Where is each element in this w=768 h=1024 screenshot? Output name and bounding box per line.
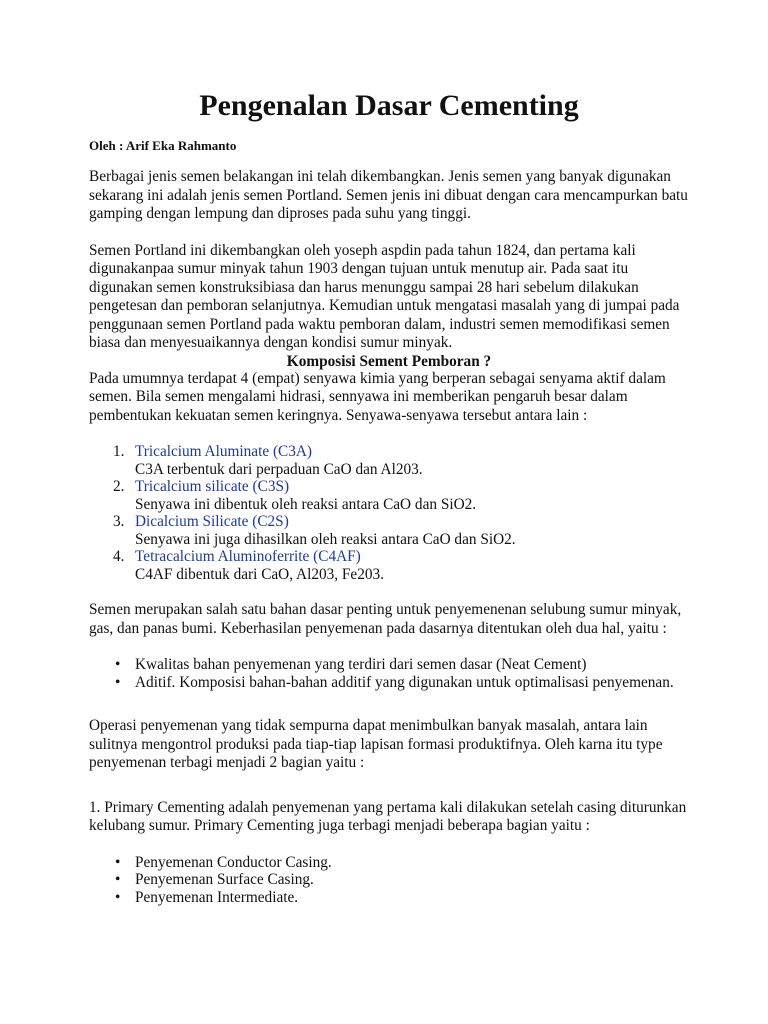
compound-link[interactable]: Tetracalcium Aluminoferrite (C4AF) [135,548,361,565]
compound-description: Senyawa ini juga dihasilkan oleh reaksi antara CaO dan SiO2. [135,530,516,548]
compound-link[interactable]: Dicalcium Silicate (C2S) [135,513,289,530]
bullet-icon: • [115,656,121,673]
list-number: 4. [113,548,125,565]
list-item [89,871,689,889]
compound-description: C3A terbentuk dari perpaduan CaO dan Al203. [135,460,423,478]
list-item [89,674,689,692]
bullet-text: Penyemenan Intermediate. [135,888,299,906]
paragraph-composition: Pada umumnya terdapat 4 (empat) senyawa kimia yang berperan sebagai senyama aktif dalam semen. Bila semen mengalami hidrasi, sennyawa ini memberikan pengaruh besar dalam pembentukan kekuatan semen keringnya. Senyawa-senyawa tersebut antara lain : [89,369,666,424]
compound-list [89,443,689,583]
bullet-icon: • [115,853,121,871]
compound-description: C4AF dibentuk dari CaO, Al203, Fe203. [135,565,384,583]
list-item [89,656,689,674]
bullet-icon: • [115,673,121,691]
paragraph-intro: Berbagai jenis semen belakangan ini telah dikembangkan. Jenis semen yang banyak digunakan sekarang ini adalah jenis semen Portland. Semen jenis ini dibuat dengan cara mencampurkan batu gamping dengan lempung dan diproses pada suhu yang tinggi. [89,168,688,222]
document-title: Pengenalan Dasar Cementing [199,89,579,122]
list-number: 3. [113,513,125,530]
bullet-icon: • [115,871,121,888]
primary-cementing-list [89,854,689,907]
list-item [89,889,689,907]
section-heading: Komposisi Sement Pemboran ? [286,352,492,370]
paragraph-importance: Semen merupakan salah satu bahan dasar penting untuk penyemenenan selubung sumur minyak, gas, dan panas bumi. Keberhasilan penyemenan pada dasarnya ditentukan oleh dua hal, yaitu : [89,601,682,637]
list-number: 1. [113,443,125,460]
list-number: 2. [113,478,125,495]
paragraph-primary-cementing: 1. Primary Cementing adalah penyemenan yang pertama kali dilakukan setelah casing diturunkan kelubang sumur. Primary Cementing juga terbagi menjadi beberapa bagian yaitu : [89,798,687,834]
list-item [89,513,689,548]
bullet-text: Penyemenan Conductor Casing. [135,853,332,871]
compound-description: Senyawa ini dibentuk oleh reaksi antara CaO dan SiO2. [135,495,477,513]
author-line: Oleh : Arif Eka Rahmanto [89,138,237,153]
paragraph-history: Semen Portland ini dikembangkan oleh yoseph aspdin pada tahun 1824, dan pertama kali digunakanpaa sumur minyak tahun 1903 dengan tujuan untuk menutup air. Pada saat itu digunakan semen konstruksibiasa dan harus menunggu sampai 28 hari sebelum dilakukan pengetesan dan pemboran selanjutnya. Kemudian untuk mengatasi masalah yang di jumpai pada penggunaan semen Portland pada waktu pemboran dalam, industri semen memodifikasi semen biasa dan menyesuaikannya dengan kondisi sumur minyak. [89,241,680,351]
compound-link[interactable]: Tricalcium silicate (C3S) [135,478,290,495]
bullet-text: Aditif. Komposisi bahan-bahan additif yang digunakan untuk optimalisasi penyemenan. [135,673,674,691]
paragraph-operations: Operasi penyemenan yang tidak sempurna dapat menimbulkan banyak masalah, antara lain sulitnya mengontrol produksi pada tiap-tiap lapisan formasi produktifnya. Oleh karna itu type penyemenan terbagi menjadi 2 bagian yaitu : [89,717,663,771]
success-factor-list [89,656,689,691]
list-item [89,443,689,478]
list-item [89,548,689,583]
bullet-text: Penyemenan Surface Casing. [135,871,314,888]
list-item [89,854,689,872]
document-page [89,88,689,906]
list-item [89,478,689,513]
bullet-text: Kwalitas bahan penyemenan yang terdiri dari semen dasar (Neat Cement) [135,656,587,673]
bullet-icon: • [115,888,121,906]
compound-link[interactable]: Tricalcium Aluminate (C3A) [135,443,313,460]
